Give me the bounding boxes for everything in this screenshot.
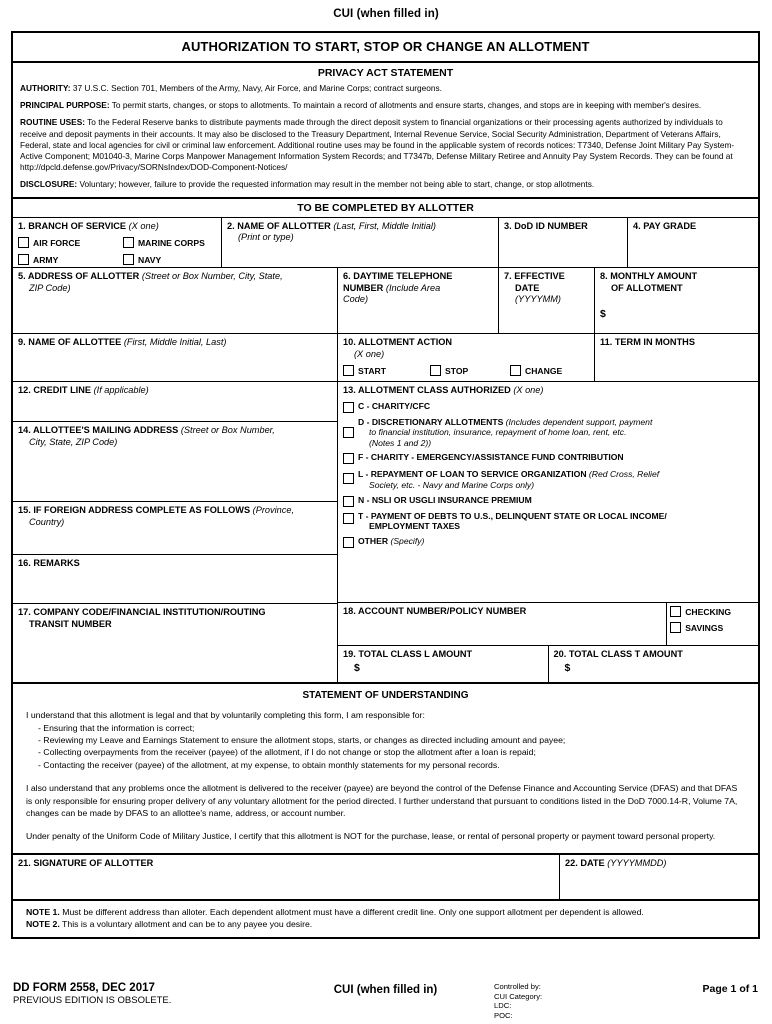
cui-top-banner: CUI (when filled in) xyxy=(333,8,439,20)
field-21-signature-of-allotter[interactable] xyxy=(13,855,559,899)
note-1 xyxy=(26,906,745,918)
field-6-hint2: Code) xyxy=(343,294,369,305)
field-3-label: 3. DoD ID NUMBER xyxy=(504,220,588,231)
checkbox-class-t-box[interactable] xyxy=(343,513,354,524)
field-19-dollar-sign: $ xyxy=(354,661,360,674)
note-2-label: NOTE 2. xyxy=(26,918,60,929)
checkbox-class-l-main: L - REPAYMENT OF LOAN TO SERVICE ORGANIZATION xyxy=(358,469,587,480)
checkbox-marine-corps-box[interactable] xyxy=(123,237,134,248)
note-1-label: NOTE 1. xyxy=(26,906,60,917)
checkbox-marine-corps[interactable] xyxy=(123,237,217,248)
field-12-credit-line[interactable] xyxy=(13,382,337,422)
field-2-hint2-wrap xyxy=(227,232,494,244)
statement-bullet-4: - Contacting the receiver (payee) of the allotment, at my expense, to obtain monthly statements for my personal records. xyxy=(38,759,500,770)
statement-bullet-3: - Collecting overpayments from the receiver (payee) of the allotment, if I do not change or stop the allotment after a loan is repaid; xyxy=(38,747,536,758)
statement-of-understanding-heading: STATEMENT OF UNDERSTANDING xyxy=(302,690,469,702)
checkbox-stop-box[interactable] xyxy=(430,365,441,376)
form-title: AUTHORIZATION TO START, STOP OR CHANGE AN ALLOTMENT xyxy=(13,33,758,63)
field-20-total-class-t[interactable] xyxy=(548,646,759,682)
field-13-allotment-class[interactable] xyxy=(338,382,758,603)
field-20-dollar-sign: $ xyxy=(564,661,571,674)
field-11-term-in-months[interactable] xyxy=(594,334,758,381)
field-8-dollar-sign: $ xyxy=(600,308,606,321)
checkbox-class-c[interactable] xyxy=(343,401,754,413)
field-18-account-type[interactable] xyxy=(666,603,758,645)
field-14-hint2: City, State, ZIP Code) xyxy=(29,436,118,447)
footer-cui-category: CUI Category: xyxy=(494,991,543,1001)
field-17-label: 17. COMPANY CODE/FINANCIAL INSTITUTION/ROUTING xyxy=(18,607,266,618)
privacy-act-block xyxy=(13,83,758,199)
field-10-allotment-action[interactable] xyxy=(337,334,594,381)
statement-of-understanding-body xyxy=(13,707,758,853)
field-5-address-of-allotter[interactable] xyxy=(13,268,337,333)
field-4-pay-grade[interactable] xyxy=(627,218,758,268)
field-18-account-number[interactable] xyxy=(338,603,666,645)
statement-bullet-1: - Ensuring that the information is correct; xyxy=(38,722,195,733)
checkbox-class-d-line1: to financial institution, insurance, repayment of home loan, rent, etc. xyxy=(369,427,627,438)
field-5-hint2-wrap xyxy=(18,283,333,295)
field-17-label2: TRANSIT NUMBER xyxy=(29,618,112,629)
row-9-11 xyxy=(13,334,758,382)
field-6-daytime-telephone[interactable] xyxy=(337,268,498,333)
field-21-label: 21. SIGNATURE OF ALLOTTER xyxy=(18,857,154,868)
privacy-routine-label: ROUTINE USES: xyxy=(20,117,85,128)
footer-ldc: LDC: xyxy=(494,1001,512,1011)
checkbox-class-d-main: D - DISCRETIONARY ALLOTMENTS xyxy=(358,416,504,427)
checkbox-class-other[interactable] xyxy=(343,536,754,548)
checkbox-class-n-text xyxy=(358,495,532,506)
field-8-monthly-amount[interactable] xyxy=(594,268,758,333)
checkbox-class-c-main: C - CHARITY/CFC xyxy=(358,400,431,411)
field-14-hint: (Street or Box Number, xyxy=(180,425,275,436)
field-9-label xyxy=(18,337,333,349)
field-6-label xyxy=(343,271,494,283)
footer-form-id: DD FORM 2558, DEC 2017 xyxy=(13,982,155,994)
checkbox-class-c-text xyxy=(358,401,430,412)
field-7-effective-date[interactable] xyxy=(498,268,594,333)
checkbox-class-f-text xyxy=(358,452,624,463)
row-21-22 xyxy=(13,853,758,899)
checkbox-class-l-text xyxy=(358,469,659,490)
row-5-8 xyxy=(13,268,758,334)
field-15-hint2-wrap xyxy=(18,517,333,529)
checkbox-class-n[interactable] xyxy=(343,495,754,507)
note-1-text: Must be different address than alloter. Each dependent allotment must have a different credit line. Only one support allotment per dependent is allowed. xyxy=(59,906,644,917)
field-7-hint-wrap xyxy=(504,294,590,306)
checkbox-stop[interactable] xyxy=(430,365,510,376)
note-2 xyxy=(26,918,745,930)
privacy-authority-text: 37 U.S.C. Section 701, Members of the Army, Navy, Air Force, and Marine Corps; contract surgeons. xyxy=(70,83,442,93)
checkbox-army-label: ARMY xyxy=(33,254,59,265)
field-8-label: 8. MONTHLY AMOUNT xyxy=(600,271,698,282)
right-column-13-20 xyxy=(337,382,758,682)
field-7-label2: DATE xyxy=(515,282,540,293)
checkbox-checking[interactable] xyxy=(670,606,755,617)
field-1-hint: (X one) xyxy=(128,220,159,231)
field-16-label: 16. REMARKS xyxy=(18,558,80,569)
field-13-label xyxy=(343,385,754,397)
field-22-label-text: 22. DATE xyxy=(565,857,605,868)
field-15-hint2: Country) xyxy=(29,516,65,527)
checkbox-air-force-box[interactable] xyxy=(18,237,29,248)
field-10-label: 10. ALLOTMENT ACTION xyxy=(343,337,453,348)
field-2-hint2: (Print or type) xyxy=(238,232,294,243)
field-4-label: 4. PAY GRADE xyxy=(633,220,697,231)
field-19-label: 19. TOTAL CLASS L AMOUNT xyxy=(343,649,473,660)
checkbox-class-d-line2: (Notes 1 and 2)) xyxy=(369,437,432,448)
field-19-total-class-l[interactable] xyxy=(338,646,548,682)
field-14-label-text: 14. ALLOTTEE'S MAILING ADDRESS xyxy=(18,425,179,436)
statement-bullet-2: - Reviewing my Leave and Earnings Statement to ensure the allotment stops, starts, or changes as directed including amount and payee; xyxy=(38,734,566,745)
privacy-authority-label: AUTHORITY: xyxy=(20,83,71,93)
field-22-label xyxy=(565,858,754,870)
field-15-label xyxy=(18,505,333,517)
checkbox-class-n-box[interactable] xyxy=(343,496,354,507)
field-10-hint-wrap xyxy=(343,349,590,361)
field-9-name-of-allottee[interactable] xyxy=(13,334,337,381)
footer-control-block xyxy=(494,982,542,1020)
checkbox-class-f-box[interactable] xyxy=(343,453,354,464)
field-9-label-text: 9. NAME OF ALLOTTEE xyxy=(18,337,122,348)
field-6-hint2-wrap xyxy=(343,294,494,306)
privacy-purpose-text: To permit starts, changes, or stops to allotments. To maintain a record of allotments and ensure starts, changes, and stops are in keeping with member's desires. xyxy=(109,100,702,111)
field-1-label-text: 1. BRANCH OF SERVICE xyxy=(18,220,127,231)
checkbox-air-force-label: AIR FORCE xyxy=(33,237,81,248)
field-10-hint: (X one) xyxy=(354,348,385,359)
field-22-hint: (YYYYMMDD) xyxy=(607,857,667,868)
privacy-routine-text: To the Federal Reserve banks to distribute payments made through the direct deposit system to financial organizations or their processing agents authorized by individuals to receive and deposit payments in their accounts. It may also be disclosed to the Treasury Department, Internal Revenue Service, Social Security Administration, Department of Veterans Affairs, Federal, state and local agencies for civil or criminal law enforcement. Additional routine uses may be found in the applicable system of records notices: T7340, Defense Joint Military Pay System-Active Component; M01040-3, Marine Corps Manpower Management Information System Records; and T7347b, Defense Military Retiree and Annuity Pay System Records. They can be found at http://dpcld.defense.gov/Privacy/SORNsIndex/DOD-Component-Notices/ xyxy=(20,117,735,173)
field-17-company-code[interactable] xyxy=(13,604,337,661)
checkbox-savings[interactable] xyxy=(670,622,755,633)
checkbox-savings-label: SAVINGS xyxy=(685,622,724,633)
row-19-20 xyxy=(338,646,758,682)
field-18-label: 18. ACCOUNT NUMBER/POLICY NUMBER xyxy=(343,606,527,617)
field-5-label xyxy=(18,271,333,283)
field-12-label-text: 12. CREDIT LINE xyxy=(18,385,92,396)
checkbox-class-t-line1: EMPLOYMENT TAXES xyxy=(369,521,461,532)
field-3-dod-id-number[interactable] xyxy=(498,218,627,268)
completed-by-allotter-band: TO BE COMPLETED BY ALLOTTER xyxy=(13,199,758,218)
field-6-label-text: 6. DAYTIME TELEPHONE xyxy=(343,271,453,282)
checkbox-class-t[interactable] xyxy=(343,511,754,532)
checkbox-navy-label: NAVY xyxy=(138,254,162,265)
field-1-branch-of-service[interactable] xyxy=(13,218,221,268)
checkbox-navy[interactable] xyxy=(123,254,217,265)
notes-block xyxy=(13,899,758,937)
row-1-4 xyxy=(13,218,758,269)
note-2-text: This is a voluntary allotment and can be to any payee you desire. xyxy=(59,918,313,929)
field-20-label: 20. TOTAL CLASS T AMOUNT xyxy=(553,649,683,660)
checkbox-army[interactable] xyxy=(18,254,123,265)
field-9-hint: (First, Middle Initial, Last) xyxy=(123,337,227,348)
branch-checkbox-grid xyxy=(18,237,217,265)
field-6-label2: NUMBER xyxy=(343,282,384,293)
field-6-hint: (Include Area xyxy=(385,282,441,293)
statement-intro-block xyxy=(26,709,745,721)
field-22-date[interactable] xyxy=(559,855,758,899)
field-13-label-text: 13. ALLOTMENT CLASS AUTHORIZED xyxy=(343,385,511,396)
field-7-label: 7. EFFECTIVE xyxy=(504,271,565,282)
checkbox-checking-box[interactable] xyxy=(670,606,681,617)
checkbox-stop-label: STOP xyxy=(445,365,469,376)
footer-controlled-by: Controlled by: xyxy=(494,982,541,991)
allotment-class-options xyxy=(343,401,754,548)
checkbox-class-d-text xyxy=(358,417,652,449)
footer-previous-edition: PREVIOUS EDITION IS OBSOLETE. xyxy=(13,995,172,1006)
checkbox-marine-corps-label: MARINE CORPS xyxy=(138,237,205,248)
statement-paragraph-3: Under penalty of the Uniform Code of Military Justice, I certify that this allotment is NOT for the purchase, lease, or rental of personal property or payment toward personal property. xyxy=(26,831,716,842)
checkbox-class-t-main: T - PAYMENT OF DEBTS TO U.S., DELINQUENT STATE OR LOCAL INCOME/ xyxy=(358,510,667,521)
field-8-label2: OF ALLOTMENT xyxy=(611,282,683,293)
checkbox-class-l-box[interactable] xyxy=(343,473,354,484)
privacy-routine-uses xyxy=(20,117,751,173)
checkbox-class-l[interactable] xyxy=(343,469,754,490)
field-6-label2-wrap xyxy=(343,283,494,295)
checkbox-class-other-main: OTHER xyxy=(358,535,389,546)
statement-intro: I understand that this allotment is legal and that by voluntarily completing this form, I am responsible for: xyxy=(26,710,425,721)
field-13-hint: (X one) xyxy=(513,385,544,396)
privacy-authority xyxy=(20,83,751,94)
privacy-act-heading: PRIVACY ACT STATEMENT xyxy=(317,67,454,79)
field-1-label xyxy=(18,221,217,233)
checkbox-class-t-text xyxy=(358,511,667,532)
footer-poc: POC: xyxy=(494,1010,513,1020)
field-5-label-text: 5. ADDRESS OF ALLOTTER xyxy=(18,271,140,282)
row-12-20 xyxy=(13,382,758,684)
privacy-disclosure xyxy=(20,179,751,190)
field-2-hint: (Last, First, Middle Initial) xyxy=(333,220,436,231)
field-11-label: 11. TERM IN MONTHS xyxy=(600,337,695,348)
field-2-name-of-allotter[interactable] xyxy=(221,218,498,268)
checkbox-change-label: CHANGE xyxy=(525,365,563,376)
field-15-hint: (Province, xyxy=(252,505,295,516)
checkbox-class-other-italic: (Specify) xyxy=(388,535,425,546)
checkbox-savings-box[interactable] xyxy=(670,622,681,633)
checkbox-class-d[interactable] xyxy=(343,417,754,449)
field-15-label-text: 15. IF FOREIGN ADDRESS COMPLETE AS FOLLOWS xyxy=(18,505,251,516)
checkbox-class-d-italic: (Includes dependent support, payment xyxy=(503,416,653,427)
left-column-12-17 xyxy=(13,382,337,682)
checkbox-change[interactable] xyxy=(510,365,562,376)
field-7-hint: (YYYYMM) xyxy=(515,294,561,305)
checkbox-class-other-text xyxy=(358,536,424,547)
form-footer xyxy=(11,982,760,1024)
checkbox-class-f-main: F - CHARITY - EMERGENCY/ASSISTANCE FUND CONTRIBUTION xyxy=(358,452,624,463)
privacy-purpose-label: PRINCIPAL PURPOSE: xyxy=(20,100,110,111)
checkbox-class-n-main: N - NSLI OR USGLI INSURANCE PREMIUM xyxy=(358,494,532,505)
checkbox-class-d-box[interactable] xyxy=(343,427,354,438)
field-2-label xyxy=(227,221,494,233)
privacy-disclosure-label: DISCLOSURE: xyxy=(20,179,78,190)
checkbox-navy-box[interactable] xyxy=(123,254,134,265)
field-14-hint2-wrap xyxy=(18,437,333,449)
statement-paragraph-2: I also understand that any problems once the allotment is delivered to the receiver (payee) are beyond the control of the Defense Finance and Accounting Service (DFAS) and that DFAS is only responsible for ensuring proper delivery of any voluntary allotment for the period directed. I further understand that pursuant to conditions listed in the DoD 7000.14-R, Volume 7A, changes can be made by DFAS to an allottee's name, address, or account number. xyxy=(26,783,738,818)
field-2-label-text: 2. NAME OF ALLOTTER xyxy=(227,220,331,231)
field-12-label xyxy=(18,385,333,397)
checkbox-class-f[interactable] xyxy=(343,452,754,464)
checkbox-start-box[interactable] xyxy=(343,365,354,376)
field-14-allottee-mailing-address[interactable] xyxy=(13,422,337,502)
checkbox-change-box[interactable] xyxy=(510,365,521,376)
field-16-remarks[interactable] xyxy=(13,555,337,604)
statement-bullet-list xyxy=(26,722,745,772)
privacy-disclosure-text: Voluntary; however, failure to provide the requested information may result in the member not being able to start, change, or stop allotments. xyxy=(77,179,595,190)
checkbox-air-force[interactable] xyxy=(18,237,123,248)
field-10-checkbox-row xyxy=(343,365,590,376)
field-5-hint: (Street or Box Number, City, State, xyxy=(141,271,283,282)
form-frame xyxy=(11,31,760,939)
checkbox-start[interactable] xyxy=(343,365,430,376)
field-12-hint: (If applicable) xyxy=(93,385,149,396)
checkbox-class-l-italic: (Red Cross, Relief xyxy=(586,469,660,480)
checkbox-checking-label: CHECKING xyxy=(685,606,732,617)
footer-page-number: Page 1 of 1 xyxy=(702,983,758,995)
field-5-hint2: ZIP Code) xyxy=(29,282,71,293)
privacy-purpose xyxy=(20,100,751,111)
checkbox-class-c-box[interactable] xyxy=(343,402,354,413)
field-14-label xyxy=(18,425,333,437)
field-15-foreign-address[interactable] xyxy=(13,502,337,555)
checkbox-start-label: START xyxy=(358,365,387,376)
row-18 xyxy=(338,603,758,646)
checkbox-class-other-box[interactable] xyxy=(343,537,354,548)
checkbox-class-l-line1: Society, etc. - Navy and Marine Corps only) xyxy=(369,480,535,490)
footer-cui-banner: CUI (when filled in) xyxy=(333,984,438,996)
checkbox-army-box[interactable] xyxy=(18,254,29,265)
